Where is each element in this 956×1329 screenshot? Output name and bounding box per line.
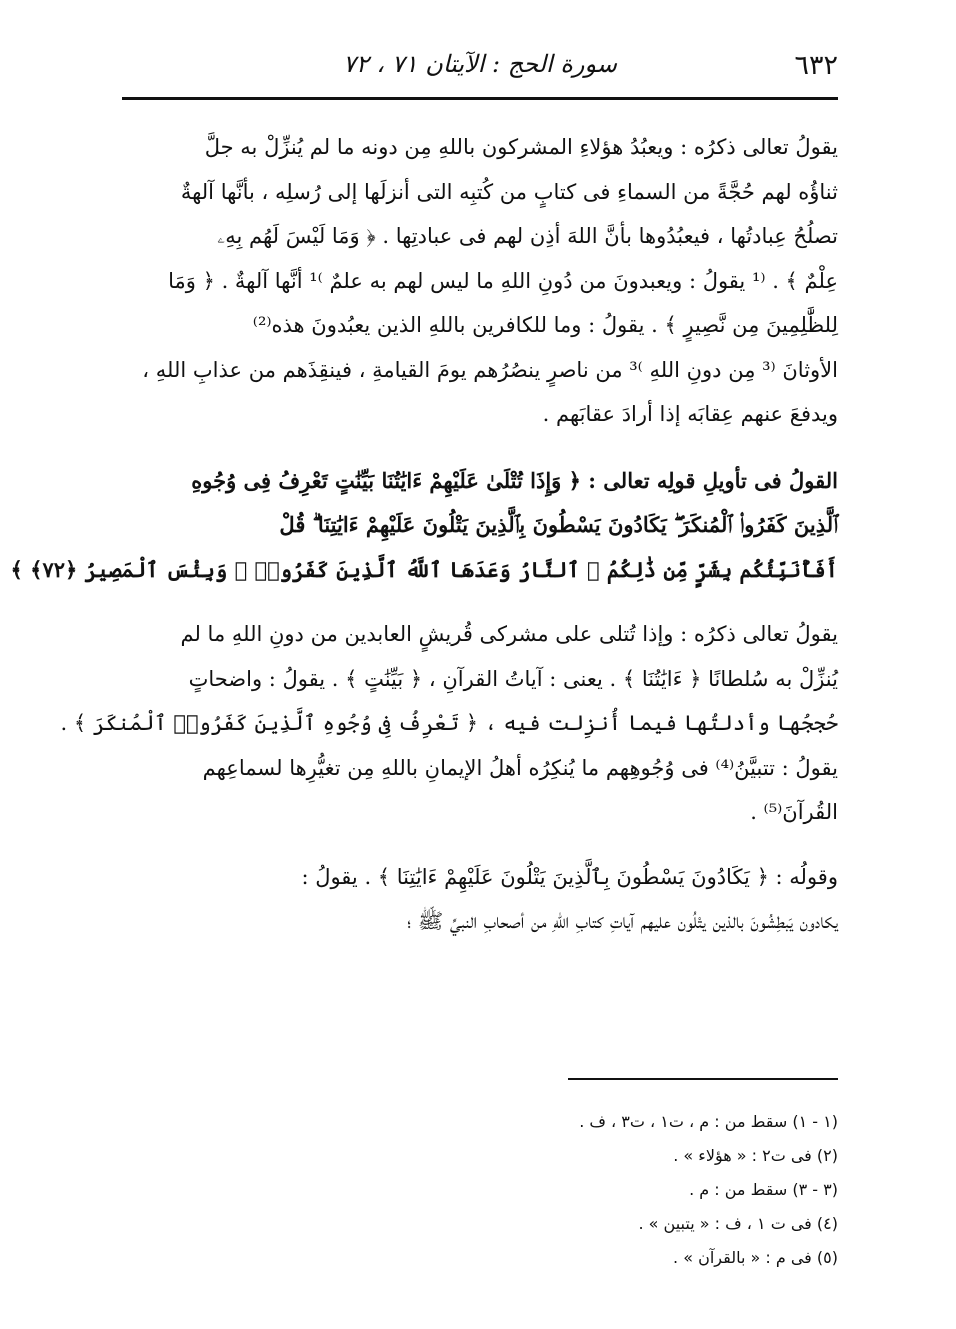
footnote-rule [568,1078,838,1080]
footnote-2: (٢) فى ت٢ : « هؤلاء » . [673,1146,838,1165]
paragraph-4 [122,855,838,944]
text-line: الأوثانَ ⁽³ مِن دونِ اللهِ ⁾³ من ناصرٍ ينصُرُهم يومَ القيامةِ ، فينقِذَهم من عذابِ اللهِ ، [142,357,838,382]
page-number: ٦٣٢ [794,50,838,81]
text-line: ٱلَّذِينَ كَفَرُوا۟ ٱلْمُنكَرَ ۖ يَكَادُونَ يَسْطُونَ بِٱلَّذِينَ يَتْلُونَ عَلَيْهِمْ ءَايَٰتِنَا ۗ قُلْ [279,512,838,537]
text-line: يُنزِّلْ به سُلطانًا ﴿ ءَايَٰتُنَا ﴾ . يعنى : آياتُ القرآنِ ، ﴿ بَيِّنَٰتٍ ﴾ . يقولُ : واضحاتٍ [188,666,838,691]
footnote-4: (٤) فى ت ١ ، ف : « يتبين » . [638,1214,838,1233]
main-text [10,125,838,944]
footnote-1: (١ - ١) سقط من : م ، ت١ ، ت٣ ، ف . [579,1112,838,1131]
text-line: يقولُ تعالى ذكرُه : ويعبُدُ هؤلاءِ المشركون باللهِ مِن دونه ما لم يُنزِّلْ به جلَّ [204,135,838,159]
text-line: القُرآنَ⁽⁵⁾ . [750,800,838,824]
text-line: يكادون يَبطِشُونَ بالذين يتْلُون عليهم آياتِ كتابِ اللهِ من أصحابِ النبيِّ ﷺ ؛ [406,909,838,933]
text-line: تصلُحُ عِبادتُها ، فيعبُدُوها بأنَّ اللهَ أذِن لهم فى عبادتِها . ﴿ وَمَا لَيْسَ لَهُم بِهِۦ [217,224,838,248]
footnote-5: (٥) فى م : « بالقرآن » . [673,1248,838,1267]
text-line: عِلْمٌ ﴾ . ⁽¹ يقولُ : ويعبدونَ من دُونِ اللهِ ما ليس لهم به علمٌ ⁾¹ أنَّها آلهةٌ . ﴿ وَمَا [168,268,838,293]
text-line: القولُ فى تأويلِ قولِه تعالى : ﴿ وَإِذَا تُتْلَىٰ عَلَيْهِمْ ءَايَٰتُنَا بَيِّنَٰتٍ تَعْرِفُ فِى وُجُوهِ [191,467,838,493]
header-rule [122,97,838,100]
text-line: يقولُ تعالى ذكرُه : وإذا تُتلى على مشركى قُريشٍ العابدين من دونِ اللهِ ما لم [180,622,838,646]
running-title: سورة الحج : الآيتان ٧١ ، ٧٢ [342,50,618,78]
text-line: لِلظَّٰلِمِينَ مِن نَّصِيرٍ ﴾ . يقولُ : وما للكافرين باللهِ الذين يعبُدونَ هذه⁽²⁾ [252,313,838,337]
text-line: وقولُه : ﴿ يَكَادُونَ يَسْطُونَ بِٱلَّذِينَ يَتْلُونَ عَلَيْهِمْ ءَايَٰتِنَا ﴾ . يقولُ : [301,864,838,889]
text-line: يقولُ : تتبيَّنُ⁽⁴⁾ فى وُجُوهِهم ما يُنكِرُه أهلُ الإيمانِ باللهِ مِن تغيُّرِها لسماعِهم [202,755,838,780]
text-line: ويدفعَ عنهم عِقابَه إذا أرادَ عقابَهم . [542,402,838,426]
text-line: أَفَأُنَبِّئُكُم بِشَرٍّ مِّن ذَٰلِكُمُ ۗ ٱلنَّارُ وَعَدَهَا ٱللَّهُ ٱلَّذِينَ كَفَرُوا۟ ۖ وَبِئْسَ ٱلْمَصِيرُ ﴿٧٢﴾ ﴾ [10,556,838,582]
paragraph-2-verse-heading [10,459,838,593]
paragraph-3 [60,612,838,835]
page-header [122,40,838,96]
paragraph-1 [122,125,838,437]
text-line: ثناؤُه لهم حُجَّةً من السماءِ فى كتابٍ من كُتبِه التى أنزلَها إلى رُسلِه ، بأنَّها آلهةٌ [180,179,838,204]
footnotes [400,1105,838,1275]
text-line: حُججُها وأدلتُها فيما أُنزِلت فيه ، ﴿ تَعْرِفُ فِى وُجُوهِ ٱلَّذِينَ كَفَرُوا۟ ٱلْمُنكَرَ ﴾ . [60,711,838,735]
footnote-3: (٣ - ٣) سقط من : م . [689,1180,838,1199]
